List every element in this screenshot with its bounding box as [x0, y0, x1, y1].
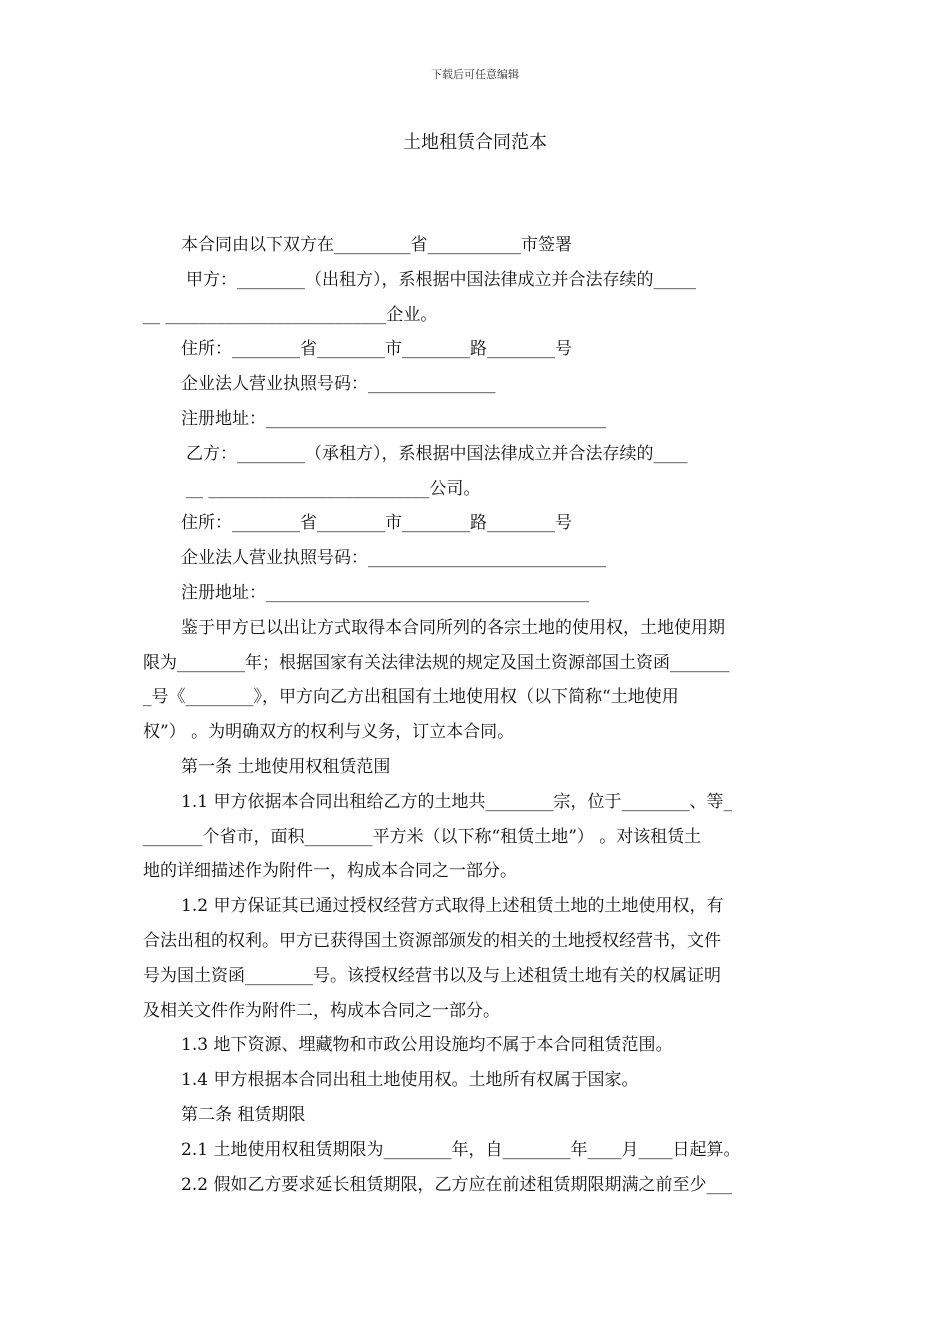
contract-line: 第二条 租赁期限: [181, 1104, 306, 1125]
contract-line: _______个省市，面积________平方米（以下称“租赁土地”） 。对该租赁土: [143, 826, 702, 847]
contract-line: 限为________年；根据国家有关法律法规的规定及国土资源部国土资函_______: [143, 652, 730, 673]
contract-line: 住所：________省________市________路________号: [181, 513, 572, 534]
contract-line: 注册地址：______________________________________: [181, 582, 589, 603]
contract-line: 企业法人营业执照号码：____________________________: [181, 548, 606, 569]
contract-line: 1.3 地下资源、埋藏物和市政公用设施均不属于本合同租赁范围。: [181, 1035, 673, 1056]
contract-line: 本合同由以下双方在_________省___________市签署: [181, 235, 572, 255]
contract-line: 权”） 。为明确双方的权利与义务，订立本合同。: [143, 722, 515, 743]
contract-body: [143, 228, 808, 1202]
header-note: 下载后可任意编辑: [431, 68, 519, 81]
contract-line: _号《________》，甲方向乙方出租国有土地使用权（以下简称“土地使用: [143, 687, 679, 708]
document-title: 土地租赁合同范本: [403, 132, 547, 153]
contract-line: 企业法人营业执照号码：_______________: [181, 374, 496, 395]
contract-line: 住所：________省________市________路________号: [181, 339, 572, 360]
contract-line: 号为国土资函________号。该授权经营书以及与上述租赁土地有关的权属证明: [143, 965, 721, 986]
contract-line: 合法出租的权利。甲方已获得国土资源部颁发的相关的土地授权经营书，文件: [143, 930, 721, 951]
contract-line: 注册地址：________________________________________: [181, 408, 606, 429]
contract-line: 地的详细描述作为附件一，构成本合同之一部分。: [143, 861, 517, 882]
contract-line: 乙方：________（承租方），系根据中国法律成立并合法存续的____: [186, 443, 688, 464]
contract-line: 2.1 土地使用权租赁期限为________年，自________年____月____日起算。: [181, 1139, 741, 1160]
contract-line: 1.2 甲方保证其已通过授权经营方式取得上述租赁土地的土地使用权，有: [181, 896, 724, 917]
contract-line: 第一条 土地使用权租赁范围: [181, 756, 391, 777]
contract-line: 鉴于甲方已以出让方式取得本合同所列的各宗土地的使用权，土地使用期: [181, 617, 725, 638]
contract-line: 及相关文件作为附件二，构成本合同之一部分。: [143, 1000, 500, 1021]
contract-line: 甲方：________（出租方），系根据中国法律成立并合法存续的_____: [186, 269, 696, 290]
contract-line: __ __________________________企业。: [143, 304, 438, 325]
contract-line: 1.1 甲方依据本合同出租给乙方的土地共________宗，位于________、等_: [181, 791, 732, 812]
contract-line: 2.2 假如乙方要求延长租赁期限，乙方应在前述租赁期限期满之前至少___: [181, 1174, 732, 1195]
contract-line: 1.4 甲方根据本合同出租土地使用权。土地所有权属于国家。: [181, 1070, 639, 1091]
contract-line: __ __________________________公司。: [186, 478, 481, 499]
